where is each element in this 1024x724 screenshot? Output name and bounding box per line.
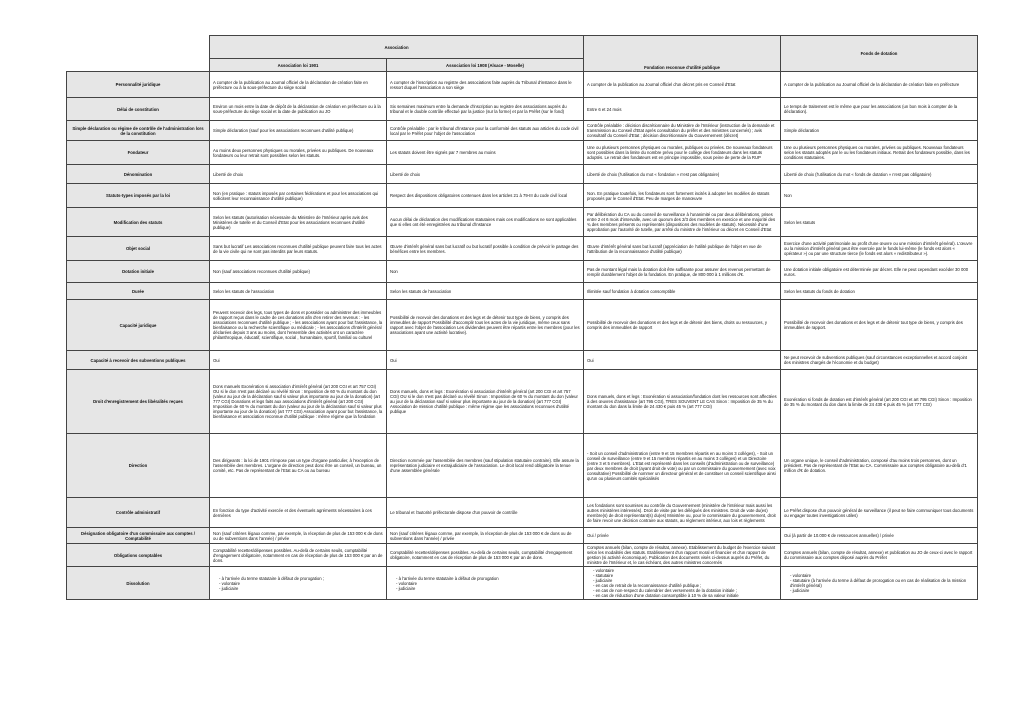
table-row [67, 283, 978, 300]
cell-fonds [781, 567, 978, 600]
cell-text: Le temps de traitement est le même que pour les associations (un bon mois à compter de la déclaration). [784, 104, 958, 114]
table-row [67, 567, 978, 600]
corner-blank-2 [67, 59, 210, 72]
table-row [67, 72, 978, 98]
cell-list-item: - volontaire [593, 568, 777, 573]
cell-text: Selon les statuts du fonds de dotation [784, 288, 855, 294]
cell-fondation [584, 184, 781, 208]
cell-text: Entre 6 et 24 mois [587, 106, 622, 112]
cell-fonds [781, 208, 978, 237]
cell-text: - Soit un conseil d'administration (entre 9 et 15 membres répartis en au moins 3 collèges), - Soit un conseil de surveillance (entre 9 et 15 membres répartis en au moins 3 collèges) et un Directoire (entre 3 et 5 membres). L'Etat est représenté dans les conseils (d'administration ou de surveillance) par deux membres de droit (ayant droit de vote) ou par un commissaire du gouvernement (avec voix consultative) Possibilité de nommer un directeur général et de constituer un conseil scientifique ainsi qu'un ou plusieurs comités spécialisés [587, 450, 776, 481]
header-loi-1908: Association loi 1908 (Alsace - Moselle) [387, 59, 584, 72]
cell-fondation [584, 498, 781, 528]
cell-text: Les statuts doivent être signés par 7 membres au moins [390, 150, 496, 155]
cell-loi1908 [387, 544, 584, 567]
cell-text: Non. En pratique toutefois, les fondateurs sont fortement incités à adopter les modèles de statuts proposés par le Conseil d'Etat. Peu de marges de manœuvre [587, 190, 770, 201]
cell-text: Dons manuels, dons et legs : Exonération si association/fondation dont les ressources sont affectées à des œuvres d'assistance (art 795 CGI), TRES SOUVENT LE CAS Sinon : Imposition de 35 % du montant du don dans la limite de 24 430 € puis 45 % (art 777 CGI) [587, 394, 777, 409]
cell-loi1901 [210, 261, 387, 283]
row-label: Modification des statuts [67, 208, 210, 237]
cell-list-item: - volontaire [219, 581, 383, 586]
cell-loi1908 [387, 434, 584, 498]
cell-fondation [584, 370, 781, 434]
cell-text: Selon les statuts [784, 219, 816, 225]
cell-loi1901 [210, 370, 387, 434]
cell-fonds [781, 165, 978, 184]
table-row [67, 141, 978, 165]
cell-text: Contrôle préalable : décision discrétionnaire du Ministère de l'Intérieur (instruction de la demande et transmission au Conseil d'Etat après consultation du préfet et des ministres concernés) ; avis consultatif du Conseil d'Etat ; décision discrétionnaire du Gouvernement (décret) [587, 123, 775, 138]
cell-text: Possibilité de recevoir des donations et des legs et de détenir tout type de biens, y compris des immeubles de rapport Possibilité d'accomplir tous les actes de la vie juridique, même ceux sans rapport avec l'objet de l'association Les dividendes peuvent être répartis entre les membres (pour les associations ayant une activité lucrative). [390, 315, 580, 335]
cell-fonds [781, 498, 978, 528]
cell-list-item: - en cas de non-respect du calendrier des versements de la dotation initiale ; [593, 588, 777, 593]
cell-text: A compter de la publication au Journal officiel d'un décret pris en Conseil d'Etat [587, 82, 736, 87]
cell-text: Possibilité de recevoir des donations et des legs et de détenir tout type de biens, y compris des immeubles de rapport. [784, 320, 963, 330]
cell-loi1908 [387, 121, 584, 141]
cell-text: Non [390, 269, 398, 274]
cell-text: Simple déclaration [784, 128, 819, 133]
cell-text: Œuvre d'intérêt général sans but lucratif (appréciation de l'utilité publique de l'objet en vue de l'attribution de la reconnaissance d'utilité publique) [587, 243, 762, 254]
cell-text: Direction nommée par l'assemblée des membres (sauf stipulation statutaire contraire). Elle assure la représentation judiciaire et extrajudiciaire de l'association. Le droit local rend obligatoire la tenue d'une assemblée générale [390, 458, 579, 473]
row-label: Durée [67, 283, 210, 300]
cell-fondation [584, 567, 781, 600]
row-label: Statuts-types imposés par la loi [67, 184, 210, 208]
header-fonds-dotation: Fonds de dotation [781, 36, 978, 72]
cell-text: A compter de la publication au Journal officiel de la déclaration de création faite en préfecture [784, 82, 960, 87]
cell-loi1908 [387, 72, 584, 98]
cell-fondation [584, 98, 781, 121]
cell-loi1908 [387, 528, 584, 544]
cell-list [390, 576, 580, 591]
cell-list-item: - statutaire (à l'arrivée du terme à défaut de prorogation ou en cas de réalisation de la mission d'intérêt général) [790, 578, 974, 588]
cell-list-item: - judiciaire [593, 578, 777, 583]
cell-text: Dons manuels, dons et legs : Exonération si association d'intérêt général (art 200 CGI et art 757 CGI) OU si le don n'est pas déclaré ou révélé Sinon : Imposition de 60 % du montant du don (valeur au jour de la déclaration sauf si valeur plus importante au jour de la donation) (art 777 CGI) Association de mission d'utilité publique : même régime que les associations reconnues d'utilité publique [390, 389, 578, 414]
row-label: Objet social [67, 237, 210, 261]
cell-fonds [781, 300, 978, 351]
cell-list-item: - judiciaire [219, 586, 383, 591]
row-label: Obligations comptables [67, 544, 210, 567]
header-association: Association [210, 36, 584, 59]
cell-text: Non (sauf critères légaux comme, par exemple, la réception de plus de 153 000 € de dons ou de subventions dans l'année) / privée [213, 530, 383, 541]
cell-text: Comptabilité recettes/dépenses possibles. Au-delà de certains seuils, comptabilité d'engagement obligatoire, notamment en cas de réception de plus de 153 000 € par an de dons. [390, 550, 573, 560]
table-row [67, 184, 978, 208]
cell-fonds [781, 184, 978, 208]
cell-text: Un organe unique, le conseil d'administration, composé d'au moins trois personnes, dont un président. Pas de représentant de l'Etat au CA. Commissaire aux comptes obligatoire au-delà d'1 million d'€ de dotation. [784, 458, 967, 473]
cell-text: Dons manuels Exonération si association d'intérêt général (art 200 CGI et art 757 CGI) OU si le don n'est pas déclaré ou révélé Sinon : Imposition de 60 % du montant du don (valeur au jour de la déclaration sauf si valeur plus importante au jour de la donation) (art 777 CGI) Donations et legs faits aux associations d'intérêt général (art 200 CGI) Imposition de 60 % du montant du don (valeur au jour de la déclaration sauf si valeur plus importante au jour de la donation) (art 777 CGI) Association ayant pour but l'assistance, la bienfaisance et association reconnue d'utilité publique : même régime que la fondation [213, 384, 383, 419]
cell-loi1901 [210, 165, 387, 184]
cell-text: Au moins deux personnes physiques ou morales, privées ou publiques. De nouveaux fondateurs ou leur retrait sont possibles selon les statuts. [213, 147, 374, 158]
table-row [67, 98, 978, 121]
cell-fondation [584, 434, 781, 498]
cell-loi1901 [210, 98, 387, 121]
cell-text: Non (sauf critères légaux comme, par exemple, la réception de plus de 153 000 € de dons ou de subventions dans l'année) / privée [390, 530, 572, 541]
cell-loi1901 [210, 351, 387, 370]
cell-text: Non (sauf associations reconnues d'utilité publique) [213, 269, 310, 274]
cell-loi1908 [387, 351, 584, 370]
cell-text: En fonction du type d'activité exercée et des éventuels agréments nécessaires à ces dernières [213, 507, 372, 518]
cell-fonds [781, 528, 978, 544]
cell-text: Le Préfet dispose d'un pouvoir général de surveillance (il peut se faire communiquer tous documents ou engager toutes investigations utiles) [784, 507, 974, 518]
table-row [67, 351, 978, 370]
cell-fonds [781, 351, 978, 370]
header-loi-1901: Association loi 1901 [210, 59, 387, 72]
cell-loi1908 [387, 370, 584, 434]
cell-text: Contrôle préalable : par le tribunal d'instance pour la conformité des statuts aux articles du code civil local par le Préfet pour l'objet de l'association [390, 125, 579, 136]
cell-fonds [781, 72, 978, 98]
cell-fondation [584, 237, 781, 261]
cell-text: Comptabilité recettes/dépenses possibles. Au-delà de certains seuils, comptabilité d'engagement obligatoire, notamment en cas de réception de plus de 153 000 € par an de dons. [213, 547, 383, 563]
cell-loi1908 [387, 567, 584, 600]
cell-text: A compter de la publication au Journal officiel de la déclaration de création faite en préfecture ou à la sous-préfecture du siège social [213, 79, 368, 90]
table-row [67, 165, 978, 184]
cell-loi1908 [387, 141, 584, 165]
row-label: Fondateur [67, 141, 210, 165]
row-label: Dissolution [67, 567, 210, 600]
cell-text: A compter de l'inscription au registre des associations faite auprès du Tribunal d'instance dans le ressort duquel l'association a son siège [390, 79, 572, 90]
cell-text: Une ou plusieurs personnes physiques ou morales, publiques ou privées. De nouveaux fondateurs sont possibles dans la limite du nombre prévu pour le collège des fondateurs dans les statuts adoptés. Le retrait des fondateurs est en principe impossible, sous peine de perte de la RUP [587, 145, 773, 160]
cell-text: Liberté de choix (l'utilisation du mot « fonds de dotation » n'est pas obligatoire) [784, 171, 932, 177]
row-label: Capacité à recevoir des subventions publiques [67, 351, 210, 370]
cell-fondation [584, 72, 781, 98]
cell-loi1901 [210, 567, 387, 600]
cell-text: Exonération si fonds de dotation est d'intérêt général (art 200 CGI et art 795 CGI) Sinon : Imposition de 35 % du montant du don dans la limite de 24 430 € puis 45 % (art 777 CGI) [784, 396, 972, 407]
corner-blank [67, 36, 210, 59]
row-label: Droit d'enregistrement des libéralités reçues [67, 370, 210, 434]
cell-text: Liberté de choix (l'utilisation du mot « fondation » n'est pas obligatoire) [587, 171, 720, 177]
cell-loi1908 [387, 184, 584, 208]
cell-text: Selon les statuts (autorisation nécessaire du Ministère de l'Intérieur après avis des Ministères de tutelle et du Conseil d'Etat pour les associations reconnues d'utilité publique) [213, 214, 368, 230]
cell-loi1901 [210, 434, 387, 498]
cell-loi1908 [387, 261, 584, 283]
cell-fondation [584, 165, 781, 184]
cell-list [213, 576, 383, 591]
row-label: Contrôle administratif [67, 498, 210, 528]
cell-list-item: - en cas de retrait de la reconnaissance d'utilité publique ; [593, 583, 777, 588]
table-row [67, 237, 978, 261]
cell-text: Oui [213, 357, 220, 363]
table-row [67, 300, 978, 351]
cell-list-item: - à l'arrivée du terme statutaire à défaut de prorogation ; [219, 576, 383, 581]
row-label: Délai de constitution [67, 98, 210, 121]
table-row [67, 208, 978, 237]
cell-loi1901 [210, 544, 387, 567]
table-row [67, 370, 978, 434]
cell-loi1908 [387, 300, 584, 351]
cell-fonds [781, 98, 978, 121]
cell-list [587, 568, 777, 598]
table-row [67, 434, 978, 498]
cell-loi1908 [387, 498, 584, 528]
cell-text: Non (en pratique : statuts imposés par certaines fédérations et pour les associations qui sollicitent leur reconnaissance d'utilité publique) [213, 190, 379, 201]
cell-loi1901 [210, 208, 387, 237]
cell-text: Liberté de choix [213, 171, 244, 177]
cell-list-item: - à l'arrivée du terme statutaire à défaut de prorogation [396, 576, 580, 581]
cell-text: Peuvent recevoir des legs, tous types de dons et posséder ou administrer des immeubles de rapport reçus dans le cadre de ces donations afin d'en retirer des revenus : - les associations reconnues d'utilité publique ; - les associations ayant pour but l'assistance, la bienfaisance ou la recherche scientifique ou médicale ; - les associations d'intérêt général déclarées depuis 3 ans au moins, dont l'ensemble des activités ont un caractère philanthropique, éducatif, scientifique, social , humanitaire, sportif, familial ou culturel [213, 310, 383, 340]
row-label: Capacité juridique [67, 300, 210, 351]
cell-fondation [584, 283, 781, 300]
cell-loi1908 [387, 283, 584, 300]
cell-loi1908 [387, 165, 584, 184]
table-row [67, 121, 978, 141]
cell-fonds [781, 544, 978, 567]
cell-text: Le tribunal et l'autorité préfectorale dispose d'un pouvoir de contrôle [390, 510, 518, 515]
cell-fonds [781, 141, 978, 165]
cell-text: Sans but lucratif Les associations reconnues d'utilité publique peuvent faire tous les actes de la vie civile qui ne sont pas interdits par leurs statuts. [213, 243, 382, 254]
cell-loi1901 [210, 72, 387, 98]
cell-text: Aucun délai de déclaration des modifications statutaires mais ces modifications ne sont applicables que si elles ont été enregistrées au tribunal d'instance [390, 217, 577, 227]
table-body [67, 72, 978, 600]
cell-text: Oui (à partir de 10.000 € de ressources annuelles) / privée [784, 533, 894, 538]
cell-fondation [584, 544, 781, 567]
cell-text: Pas de montant légal mais la dotation doit être suffisante pour assurer des revenus permettant de remplir durablement l'objet de la fondation. En pratique, de 800 000 à 1 millions d'€. [587, 266, 771, 277]
cell-fondation [584, 141, 781, 165]
cell-loi1901 [210, 498, 387, 528]
cell-loi1901 [210, 121, 387, 141]
cell-text: Une ou plusieurs personnes physiques ou morales, privées ou publiques. Nouveaux fondateurs selon les statuts adoptés par le ou les fondateurs initiaux. Retrait des fondateurs possible, dans les conditions statutaires. [784, 145, 970, 160]
cell-text: Ne peut recevoir de subventions publiques (sauf circonstances exceptionnelles et accord conjoint des ministres chargés de l'économie et du budget) [784, 355, 968, 365]
comparison-table [66, 35, 978, 600]
cell-list-item: - statutaire [593, 573, 777, 578]
cell-list-item: - judiciaire [790, 588, 974, 593]
cell-text: Oui [390, 357, 397, 363]
cell-loi1908 [387, 237, 584, 261]
cell-list-item: - volontaire [790, 573, 974, 578]
cell-list [784, 573, 974, 593]
cell-fonds [781, 283, 978, 300]
cell-fondation [584, 528, 781, 544]
cell-fondation [584, 351, 781, 370]
cell-loi1901 [210, 184, 387, 208]
cell-fondation [584, 208, 781, 237]
cell-loi1901 [210, 141, 387, 165]
cell-text: Oui [587, 357, 594, 363]
row-label: Désignation obligatoire d'un commissaire aux comptes / Comptabilité [67, 528, 210, 544]
row-label: Simple déclaration ou régime de contrôle de l'administration lors de la constitution [67, 121, 210, 141]
table-row [67, 498, 978, 528]
cell-text: Selon les statuts de l'association [213, 288, 275, 294]
header-fondation: Fondation reconnue d'utilité publique [584, 36, 781, 72]
cell-fondation [584, 121, 781, 141]
cell-fonds [781, 121, 978, 141]
cell-text: Des dirigeants : la loi de 1901 n'impose pas un type d'organe particulier, à l'exception de l'assemblée des membres. L'organe de direction peut donc être un conseil, un bureau, un comité, etc. Pas de représentant de l'Etat au CA ou au bureau [213, 458, 382, 473]
cell-text: Non [784, 193, 792, 198]
cell-loi1908 [387, 98, 584, 121]
cell-text: Environ un mois entre la date de dépôt de la déclaration de création en préfecture ou à la sous-préfecture du siège social et la date de publication au JO [213, 104, 381, 114]
cell-loi1901 [210, 283, 387, 300]
cell-text: Respect des dispositions obligatoires contenues dans les articles 21 à 79-III du code civil local [390, 193, 568, 198]
cell-text: Exercice d'une activité patrimoniale au profit d'une œuvre ou une mission d'intérêt général). L'œuvre ou la mission d'intérêt général peut être exercée par le fonds lui-même (le fonds est alors « opérateur ») ou par une structure tierce (le fonds est alors « redistributeur »). [784, 241, 973, 256]
cell-text: Comptes annuels (bilan, compte de résultat, annexe). Etablissement du budget de l'exercice suivant selon les modalités des statuts. Etablissement d'un rapport moral et financier et d'un rapport de gestion (si activité économique). Publication des documents visés ci-dessus auprès du Préfet, du ministre de l'Intérieur et, le cas échéant, des autres ministres concernés [587, 545, 776, 565]
cell-text: Liberté de choix [390, 171, 421, 177]
cell-fonds [781, 370, 978, 434]
cell-text: Selon les statuts de l'association [390, 288, 452, 294]
cell-text: Illimitée sauf fondation à dotation consomptible [587, 288, 676, 294]
row-label: Dénomination [67, 165, 210, 184]
cell-fonds [781, 237, 978, 261]
row-label: Direction [67, 434, 210, 498]
cell-text: Possibilité de recevoir des donations et des legs et de détenir des biens, droits ou ressources, y compris des immeubles de rapport [587, 320, 768, 330]
row-label: Dotation initiale [67, 261, 210, 283]
cell-loi1901 [210, 300, 387, 351]
cell-text: Oui / privée [587, 533, 609, 538]
cell-text: Une dotation initiale obligatoire est déterminée par décret. Elle ne peut cependant excéder 30 000 euros. [784, 266, 969, 277]
cell-text: Par délibération du CA ou du conseil de surveillance à l'unanimité ou par deux délibérations, prises entre 2 et 6 mois d'intervalle, avec un quorum des 2/3 des membres en exercice et une majorité des ¾ des membres présents ou représentés (dispositions des modèles de statuts). Nécessité d'une approbation par l'autorité de tutelle, par arrêté du ministre de l'intérieur ou décret en Conseil d'Etat [587, 212, 776, 232]
cell-list-item: - judiciaire [396, 586, 580, 591]
cell-text: Simple déclaration (sauf pour les associations reconnues d'utilité publique) [213, 128, 354, 133]
cell-text: Œuvre d'intérêt général sans but lucratif ou but lucratif possible à condition de prévoir le partage des bénéfices entre les membres. [390, 243, 579, 254]
table-row [67, 544, 978, 567]
row-label: Personnalité juridique [67, 72, 210, 98]
cell-fonds [781, 261, 978, 283]
table-row [67, 528, 978, 544]
cell-loi1908 [387, 208, 584, 237]
cell-fondation [584, 261, 781, 283]
table-row [67, 261, 978, 283]
cell-list-item: - en cas de réduction d'une dotation consomptible à 10 % de sa valeur initiale [593, 593, 777, 598]
cell-text: Six semaines maximum entre la demande d'inscription au registre des associations auprès du tribunal et le double contrôle effectué par la justice (sur la forme) et par la Préfet (sur le fond) [390, 104, 567, 114]
cell-text: Les fondations sont soumises au contrôle du Gouvernement (ministère de l'intérieur mais aussi les autres ministères intéressés). Droit de visite par les délégués des ministres. Droit de vote du(es) membre(s) de droit représentant(s) du(es) Ministère ou, pour le commissaire du gouvernement, droit de faire revoir une décision contraire aux statuts, au règlement intérieur, aux lois et règlements [587, 502, 776, 523]
cell-loi1901 [210, 528, 387, 544]
cell-text: Comptes annuels (bilan, compte de résultat, annexe) et publication au JO de ceux-ci avec le rapport du commissaire aux comptes déposé auprès du Préfet [784, 550, 973, 560]
cell-loi1901 [210, 237, 387, 261]
cell-list-item: - volontaire [396, 581, 580, 586]
cell-fonds [781, 434, 978, 498]
cell-fondation [584, 300, 781, 351]
